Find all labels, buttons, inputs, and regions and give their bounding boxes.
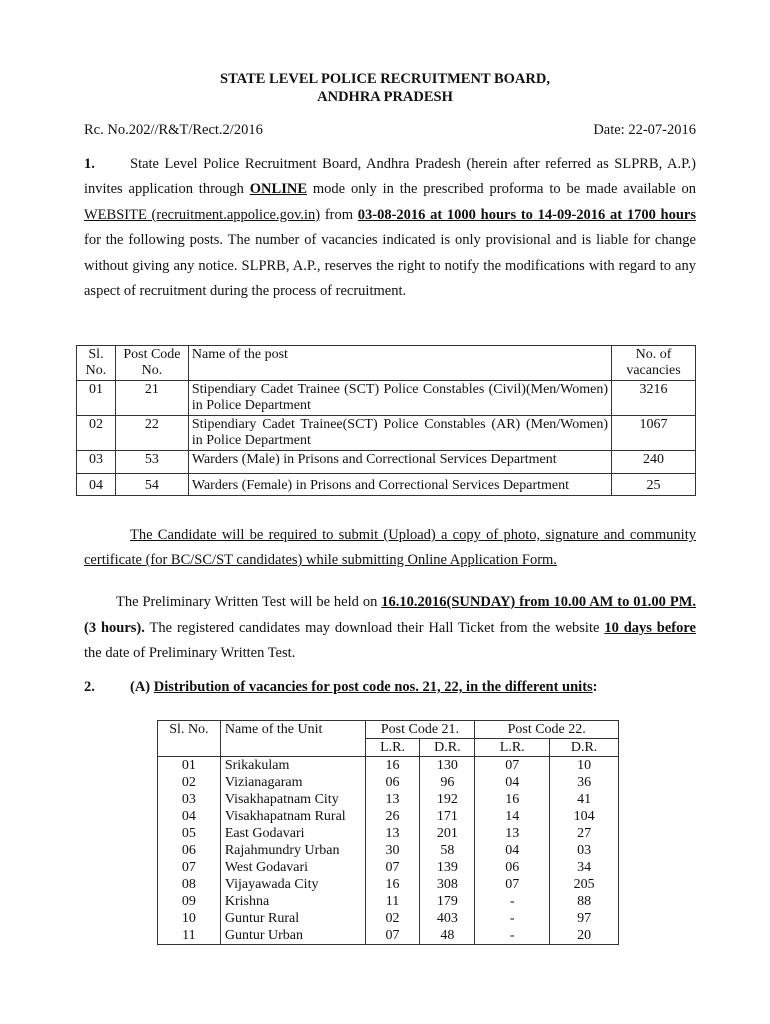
cell-code: 53 <box>115 451 188 474</box>
cell-pc22-lr: 07 <box>475 757 550 775</box>
cell-sl: 01 <box>158 757 221 775</box>
cell-code: 22 <box>115 416 188 451</box>
cell-pc21-lr: 30 <box>365 842 420 859</box>
cell-post-name: Warders (Female) in Prisons and Correctional Services Department <box>188 474 611 496</box>
cell-sl: 02 <box>158 774 221 791</box>
exam-text: The registered candidates may download their Hall Ticket from the website <box>144 619 605 636</box>
cell-unit: Rajahmundry Urban <box>220 842 365 859</box>
table-row <box>158 791 619 808</box>
upload-note-text: The Candidate will be required to submit (Upload) a copy of photo, signature and community certificate (for BC/SC/ST candidates) while submitting Online Application Form. <box>84 527 696 568</box>
section-2-heading <box>84 679 696 696</box>
reference-number: Rc. No.202//R&T/Rect.2/2016 <box>84 122 263 138</box>
cell-pc21-lr: 06 <box>365 774 420 791</box>
application-window: 03-08-2016 at 1000 hours to 14-09-2016 at 1700 hours <box>357 206 696 223</box>
cell-vacancies: 1067 <box>612 416 696 451</box>
section-1-paragraph <box>84 152 696 304</box>
cell-pc21-dr: 48 <box>420 927 475 945</box>
cell-sl: 02 <box>77 416 116 451</box>
table-header-row <box>77 346 696 381</box>
cell-pc22-dr: 10 <box>550 757 619 775</box>
cell-unit: Srikakulam <box>220 757 365 775</box>
cell-sl: 09 <box>158 893 221 910</box>
cell-pc21-dr: 139 <box>420 859 475 876</box>
table-row <box>77 381 696 416</box>
section-2-title: Distribution of vacancies for post code nos. 21, 22, in the different units <box>153 679 593 695</box>
section-1-text: from <box>320 206 358 223</box>
cell-vacancies: 3216 <box>612 381 696 416</box>
cell-unit: Guntur Rural <box>220 910 365 927</box>
table-row <box>158 910 619 927</box>
posts-table <box>76 345 696 496</box>
cell-sl: 03 <box>158 791 221 808</box>
cell-pc21-dr: 201 <box>420 825 475 842</box>
cell-pc22-dr: 20 <box>550 927 619 945</box>
header-post-code: Post Code No. <box>115 346 188 381</box>
cell-pc21-lr: 13 <box>365 825 420 842</box>
table-row <box>158 808 619 825</box>
cell-sl: 03 <box>77 451 116 474</box>
cell-pc21-lr: 11 <box>365 893 420 910</box>
cell-pc22-lr: 06 <box>475 859 550 876</box>
table-row <box>158 859 619 876</box>
section-2-suffix: : <box>592 679 598 695</box>
table-row <box>77 451 696 474</box>
notice-date: Date: 22-07-2016 <box>593 122 696 138</box>
cell-sl: 04 <box>77 474 116 496</box>
exam-paragraph <box>84 590 696 667</box>
state-title: ANDHRA PRADESH <box>317 89 453 105</box>
table-header-row <box>158 721 619 739</box>
table-row <box>158 927 619 945</box>
exam-date-time: 16.10.2016(SUNDAY) from 10.00 AM to 01.00 PM. <box>381 594 697 610</box>
exam-text: the date of Preliminary Written Test. <box>84 645 296 661</box>
cell-pc21-lr: 07 <box>365 927 420 945</box>
cell-unit: West Godavari <box>220 859 365 876</box>
cell-pc21-lr: 16 <box>365 876 420 893</box>
cell-pc21-lr: 26 <box>365 808 420 825</box>
cell-vacancies: 25 <box>612 474 696 496</box>
header-dr: D.R. <box>550 739 619 757</box>
cell-pc22-lr: 04 <box>475 774 550 791</box>
cell-pc22-lr: - <box>475 893 550 910</box>
cell-pc21-dr: 171 <box>420 808 475 825</box>
cell-pc21-dr: 192 <box>420 791 475 808</box>
cell-unit: Visakhapatnam City <box>220 791 365 808</box>
cell-pc22-lr: 07 <box>475 876 550 893</box>
header-lr: L.R. <box>475 739 550 757</box>
cell-unit: Vizianagaram <box>220 774 365 791</box>
cell-post-name: Warders (Male) in Prisons and Correctional Services Department <box>188 451 611 474</box>
cell-pc22-dr: 27 <box>550 825 619 842</box>
table-row <box>158 842 619 859</box>
table-row <box>158 893 619 910</box>
header-sl: Sl. No. <box>77 346 116 381</box>
cell-pc22-dr: 34 <box>550 859 619 876</box>
board-title: STATE LEVEL POLICE RECRUITMENT BOARD, <box>220 71 550 87</box>
section-1-number: 1. <box>84 156 95 172</box>
cell-pc22-dr: 03 <box>550 842 619 859</box>
header-sl: Sl. No. <box>158 721 221 757</box>
cell-code: 21 <box>115 381 188 416</box>
exam-text: The Preliminary Written Test will be held on <box>116 594 382 610</box>
cell-vacancies: 240 <box>612 451 696 474</box>
cell-pc22-dr: 41 <box>550 791 619 808</box>
section-1-text: for the following posts. The number of vacancies indicated is only provisional and is liable for change without giving any notice. SLPRB, A.P., reserves the right to notify the modifications with regard to any aspect of recruitment during the process of recruitment. <box>84 232 696 300</box>
header-vacancies: No. of vacancies <box>612 346 696 381</box>
header-post-code-22: Post Code 22. <box>475 721 619 739</box>
online-mode: ONLINE <box>249 181 307 198</box>
table-row <box>77 416 696 451</box>
cell-post-name: Stipendiary Cadet Trainee(SCT) Police Constables (AR) (Men/Women) in Police Department <box>188 416 611 451</box>
section-2-number: 2. <box>84 679 95 695</box>
website-link[interactable]: WEBSITE (recruitment.appolice.gov.in) <box>84 206 321 223</box>
cell-pc22-dr: 88 <box>550 893 619 910</box>
table-row <box>77 474 696 496</box>
cell-pc21-lr: 13 <box>365 791 420 808</box>
upload-note <box>84 523 696 573</box>
cell-sl: 05 <box>158 825 221 842</box>
table-row <box>158 774 619 791</box>
cell-unit: Guntur Urban <box>220 927 365 945</box>
hall-ticket-days: 10 days before <box>604 619 696 636</box>
cell-pc21-dr: 130 <box>420 757 475 775</box>
header-unit: Name of the Unit <box>220 721 365 757</box>
cell-pc22-lr: 13 <box>475 825 550 842</box>
cell-pc21-dr: 308 <box>420 876 475 893</box>
cell-pc21-lr: 07 <box>365 859 420 876</box>
cell-pc21-dr: 179 <box>420 893 475 910</box>
cell-sl: 08 <box>158 876 221 893</box>
header-post-code-21: Post Code 21. <box>365 721 475 739</box>
cell-pc21-lr: 16 <box>365 757 420 775</box>
cell-unit: Krishna <box>220 893 365 910</box>
table-row <box>158 825 619 842</box>
cell-sl: 11 <box>158 927 221 945</box>
header-dr: D.R. <box>420 739 475 757</box>
cell-pc22-dr: 205 <box>550 876 619 893</box>
cell-sl: 01 <box>77 381 116 416</box>
units-table <box>157 720 619 945</box>
cell-unit: East Godavari <box>220 825 365 842</box>
cell-code: 54 <box>115 474 188 496</box>
cell-sl: 07 <box>158 859 221 876</box>
table-row <box>158 876 619 893</box>
cell-pc22-lr: 04 <box>475 842 550 859</box>
section-1-text: State Level Police Recruitment Board, Andhra Pradesh (herein after referred as SLPRB, A.P.) invites application through <box>84 156 696 198</box>
units-table-body <box>158 757 619 945</box>
table-row <box>158 757 619 775</box>
cell-unit: Vijayawada City <box>220 876 365 893</box>
cell-pc21-dr: 96 <box>420 774 475 791</box>
header-post-name: Name of the post <box>188 346 611 381</box>
cell-pc21-dr: 403 <box>420 910 475 927</box>
cell-pc22-lr: - <box>475 910 550 927</box>
cell-sl: 04 <box>158 808 221 825</box>
cell-pc22-lr: 14 <box>475 808 550 825</box>
cell-pc22-dr: 104 <box>550 808 619 825</box>
cell-sl: 06 <box>158 842 221 859</box>
cell-pc22-lr: - <box>475 927 550 945</box>
section-1-text: mode only in the prescribed proforma to be made available on <box>307 181 696 198</box>
cell-sl: 10 <box>158 910 221 927</box>
exam-duration: (3 hours). <box>84 619 145 636</box>
section-2-prefix: (A) <box>130 679 154 695</box>
cell-pc21-dr: 58 <box>420 842 475 859</box>
cell-pc22-dr: 97 <box>550 910 619 927</box>
cell-pc22-lr: 16 <box>475 791 550 808</box>
cell-pc21-lr: 02 <box>365 910 420 927</box>
cell-unit: Visakhapatnam Rural <box>220 808 365 825</box>
header-lr: L.R. <box>365 739 420 757</box>
cell-pc22-dr: 36 <box>550 774 619 791</box>
cell-post-name: Stipendiary Cadet Trainee (SCT) Police Constables (Civil)(Men/Women) in Police Department <box>188 381 611 416</box>
